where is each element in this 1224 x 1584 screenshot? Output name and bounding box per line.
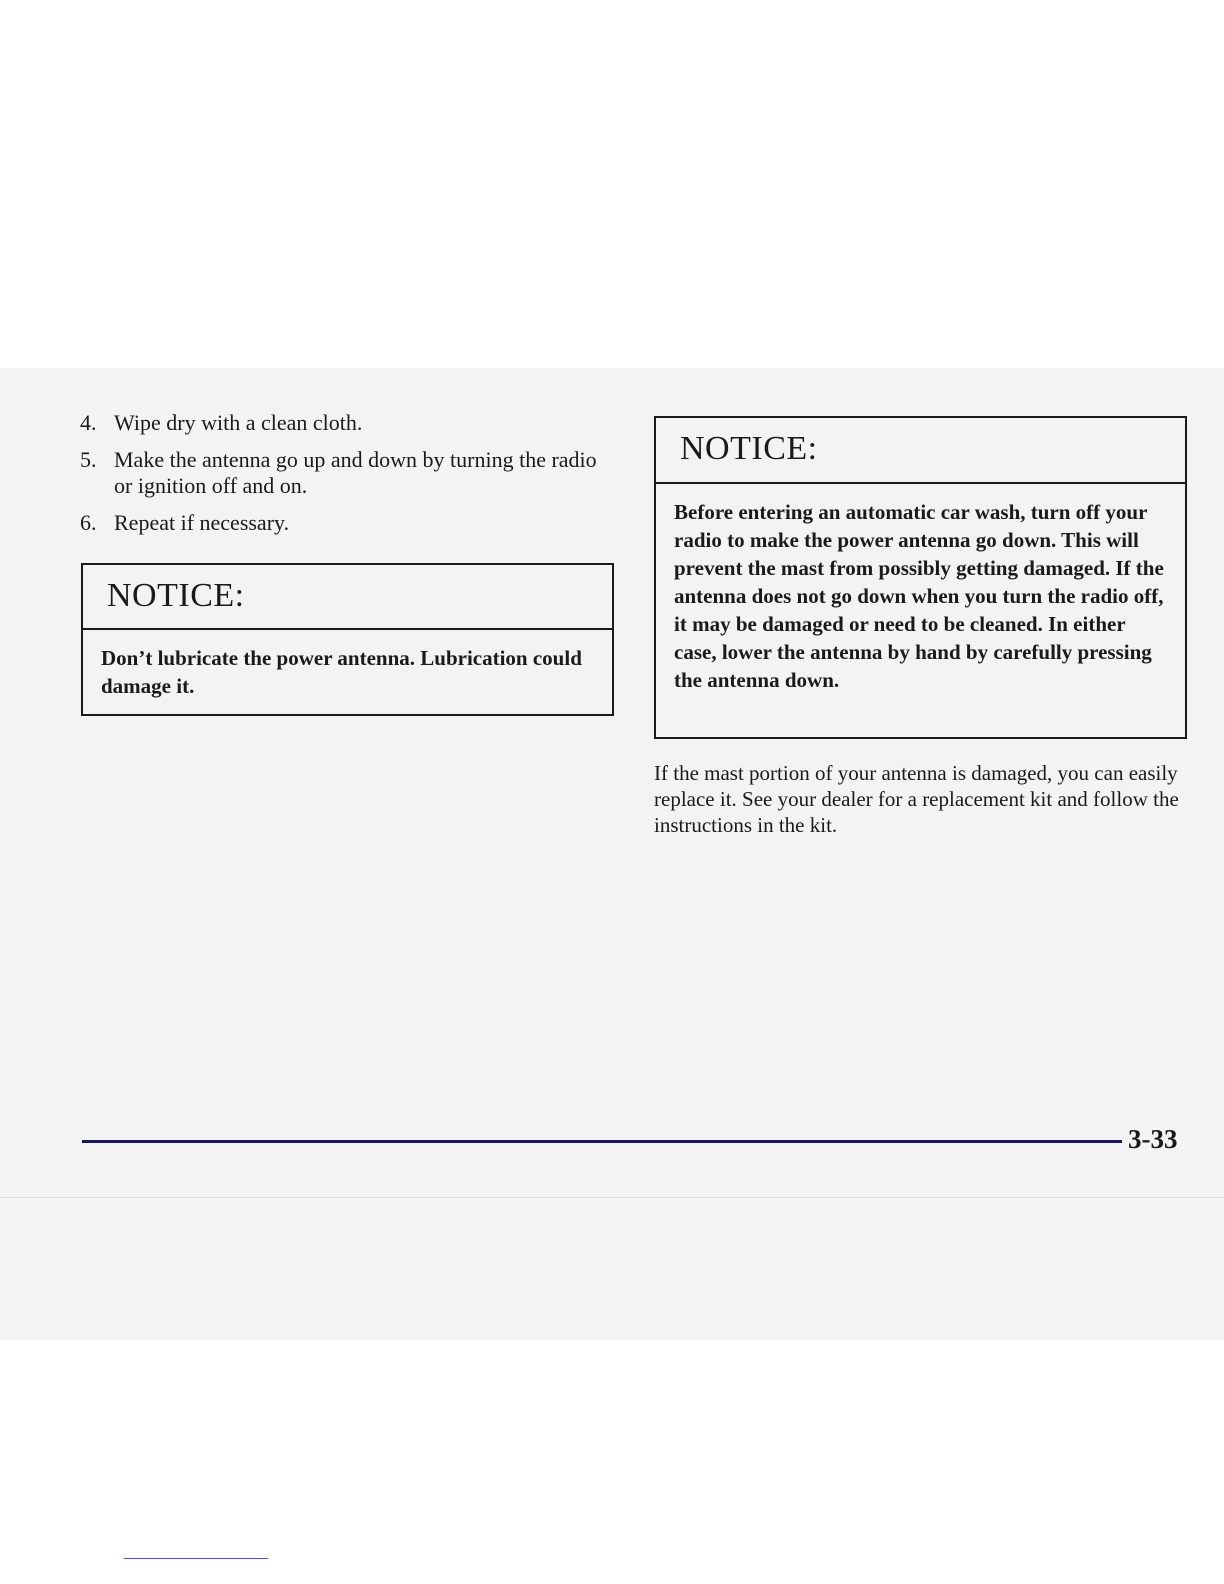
notice-heading: NOTICE: [83, 565, 612, 630]
step-text: Repeat if necessary. [114, 510, 290, 535]
notice-box-car-wash [654, 416, 1187, 739]
notice-box-lubrication [81, 563, 614, 716]
notice-body: Don’t lubricate the power antenna. Lubrication could damage it. [101, 646, 582, 698]
list-item [80, 510, 600, 536]
page-number: 3-33 [1128, 1124, 1178, 1154]
notice-heading: NOTICE: [656, 418, 1185, 484]
step-list [80, 410, 600, 547]
step-text: Wipe dry with a clean cloth. [114, 410, 363, 435]
bottom-underline [124, 1558, 268, 1559]
mast-replacement-paragraph: If the mast portion of your antenna is damaged, you can easily replace it. See your dealer for a replacement kit and follow the instructions in the kit. [654, 761, 1179, 837]
step-number: 4. [80, 410, 97, 435]
list-item [80, 447, 600, 499]
step-number: 6. [80, 510, 97, 535]
notice-body: Before entering an automatic car wash, turn off your radio to make the power antenna go down. This will prevent the mast from possibly getting damaged. If the antenna does not go down when you turn the radio off, it may be damaged or need to be cleaned. In either case, lower the antenna by hand by carefully pressing the antenna down. [674, 500, 1164, 692]
page-edge-divider [0, 1197, 1224, 1198]
step-number: 5. [80, 447, 97, 472]
footer-rule [82, 1140, 1122, 1143]
step-text: Make the antenna go up and down by turning the radio or ignition off and on. [114, 447, 597, 498]
list-item [80, 410, 600, 436]
